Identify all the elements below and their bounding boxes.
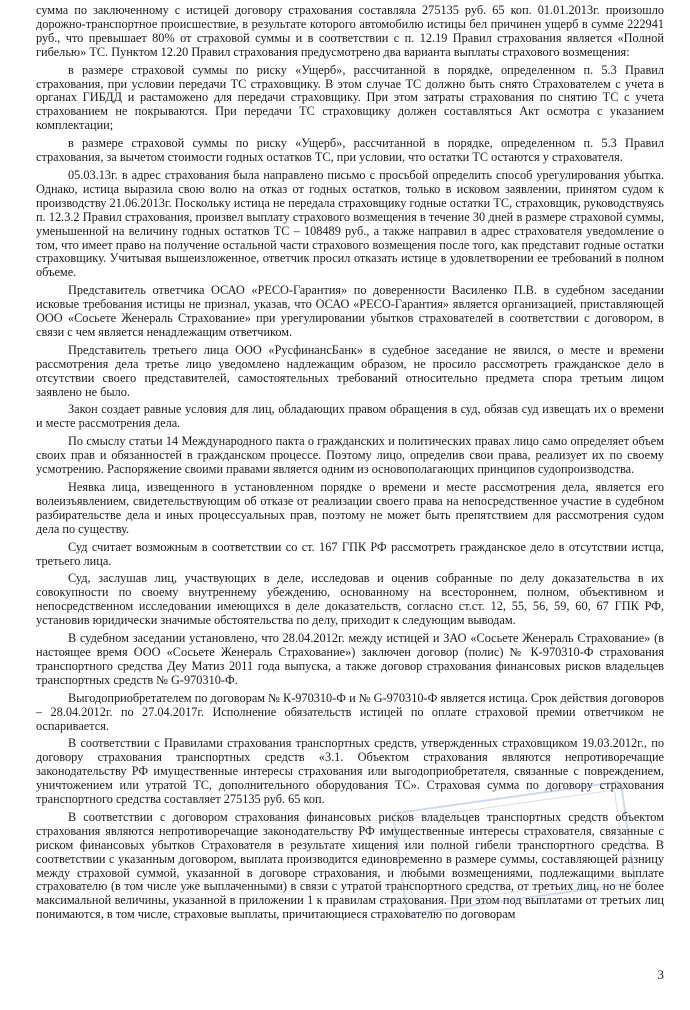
page-number: 3 xyxy=(657,967,664,982)
paragraph-9: Неявка лица, извещенного в установленном порядке о времени и месте рассмотрения дела, является его волеизъявлением, свидетельствующим об отказе от реализации своего права на непосредственное участие в судебном разбирательстве дела и иных процессуальных прав, поэтому не может быть препятствием для рассмотрения судом дела по существу. xyxy=(36,480,664,536)
paragraph-15: В соответствии с договором страхования финансовых рисков владельцев транспортных средств объектом страхования являются непротиворечащие законодательству РФ имущественные интересы страхователя, связанные с риском финансовых убытков Страхователя в результате хищения или полной гибели транспортного средства. В соответствии с указанным договором, выплата производится единовременно в размере суммы, составляющей разницу между страховой суммой, указанной в договоре страхования, и любыми возмещениями, подлежащими выплате страхователю (в том числе уже выплаченными) в связи с утратой транспортного средства, от третьих лиц, но не более максимальной величины, указанной в приложении 1 к правилам страхования. При этом под выплатами от третьих лиц понимаются, в том числе, страховые выплаты, причитающиеся страхователю по договорам xyxy=(36,809,664,922)
paragraph-7: Закон создает равные условия для лиц, обладающих правом обращения в суд, обязав суд извещать их о времени и месте рассмотрения дела. xyxy=(36,402,664,431)
paragraph-8: По смыслу статьи 14 Международного пакта о гражданских и политических правах лицо само определяет объем своих прав и обязанностей в гражданском процессе. Поэтому лицо, определив свои права, реализует их по своему усмотрению. Распоряжение своими правами является одним из основополагающих принципов судопроизводства. xyxy=(36,434,664,477)
paragraph-10: Суд считает возможным в соответствии со ст. 167 ГПК РФ рассмотреть гражданское дело в отсутствии истца, третьего лица. xyxy=(36,539,664,568)
paragraph-2: в размере страховой суммы по риску «Ущерб», рассчитанной в порядке, определенном п. 5.3 Правил страхования, при условии передачи ТС страховщику. В этом случае ТС должно быть снято Страхователем с учета в органах ГИБДД и растаможено для передачи страховщику. При этом затраты страхования по снятию ТС с учета страхованием не покрываются. При передачи ТС страховщику должен составляться Акт осмотра с указанием комплектации; xyxy=(36,62,664,133)
paragraph-3: в размере страховой суммы по риску «Ущерб», рассчитанной в порядке, определенном п. 5.3 Правил страхования, за вычетом стоимости годных остатков ТС, при условии, что остатки ТС остаются у страхователя. xyxy=(36,136,664,165)
paragraph-14: В соответствии с Правилами страхования транспортных средств, утвержденных страховщиком 19.03.2012г., по договору страхования транспортных средств «3.1. Объектом страхования являются непротиворечащие законодательству РФ имущественные интересы страхования или выгодоприобретателя, связанные с повреждением, уничтожением или утратой ТС, дополнительного оборудования ТС». Страховая сумма по договору страхования транспортного средства составляет 275135 руб. 65 коп. xyxy=(36,736,664,807)
paragraph-4: 05.03.13г. в адрес страхования была направлено письмо с просьбой определить способ урегулирования убытка. Однако, истица выразила свою волю на отказ от годных остатков, только в исковом заявлении, принятом судом к производству 21.06.2013г. Поскольку истица не передала страховщику годные остатки ТС, страховщик, руководствуясь п. 12.3.2 Правил страхования, произвел выплату страхового возмещения в течение 30 дней в размере страховой суммы, уменьшенной на величину годных остатков ТС – 108489 руб., а также направил в адрес страхователя уведомление о том, что имеет право на получение остальной части страхового возмещения после того, как представит годные остатки страховщику. Учитывая вышеизложенное, ответчик просил отказать истице в удовлетворении ее требований в полном объеме. xyxy=(36,167,664,280)
paragraph-12: В судебном заседании установлено, что 28.04.2012г. между истицей и ЗАО «Сосьете Женераль Страхование» (в настоящее время ООО «Сосьете Женераль Страхование») заключен договор (полис) № К-970310-Ф страхования транспортного средства Деу Матиз 2011 года выпуска, а также договор страхования финансовых рисков владельцев транспортных средств № G-970310-Ф. xyxy=(36,631,664,687)
paragraph-5: Представитель ответчика ОСАО «РЕСО-Гарантия» по доверенности Василенко П.В. в судебном заседании исковые требования истицы не признал, указав, что ОСАО «РЕСО-Гарантия» является организацией, приставляющей ООО «Сосьете Женераль Страхование» при урегулировании убытков страхователей в соответствии с договором, в связи с чем является ненадлежащим ответчиком. xyxy=(36,283,664,339)
document-body xyxy=(36,4,664,922)
paragraph-11: Суд, заслушав лиц, участвующих в деле, исследовав и оценив собранные по делу доказательства в их совокупности по своему внутреннему убеждению, основанному на всестороннем, полном, объективном и непосредственном исследовании имеющихся в деле доказательств, согласно ст.ст. 12, 55, 56, 59, 60, 67 ГПК РФ, установив юридически значимые обстоятельства по делу, приходит к следующим выводам. xyxy=(36,571,664,628)
paragraph-1: сумма по заключенному с истицей договору страхования составляла 275135 руб. 65 коп. 01.01.2013г. произошло дорожно-транспортное происшествие, в результате которого автомобилю истицы бел причинен ущерб в сумме 222941 руб., что превышает 80% от страховой суммы и в соответствии с п. 12.19 Правил страхования является «Полной гибелью» ТС. Пунктом 12.20 Правил страхования предусмотрено два варианта выплаты страхового возмещения: xyxy=(36,3,664,59)
paragraph-13: Выгодоприобретателем по договорам № К-970310-Ф и № G-970310-Ф является истица. Срок действия договоров – 28.04.2012г. по 27.04.2017г. Исполнение обязательств истицей по оплате страховой премии ответчиком не оспаривается. xyxy=(36,690,664,733)
paragraph-6: Представитель третьего лица ООО «РусфинансБанк» в судебное заседание не явился, о месте и времени рассмотрения дела третье лицо уведомлено надлежащим образом, не просило рассмотреть гражданское дело в отсутствии своего представителей, самостоятельных требований относительно предмета спора третьим лицом заявлено не было. xyxy=(36,342,664,399)
